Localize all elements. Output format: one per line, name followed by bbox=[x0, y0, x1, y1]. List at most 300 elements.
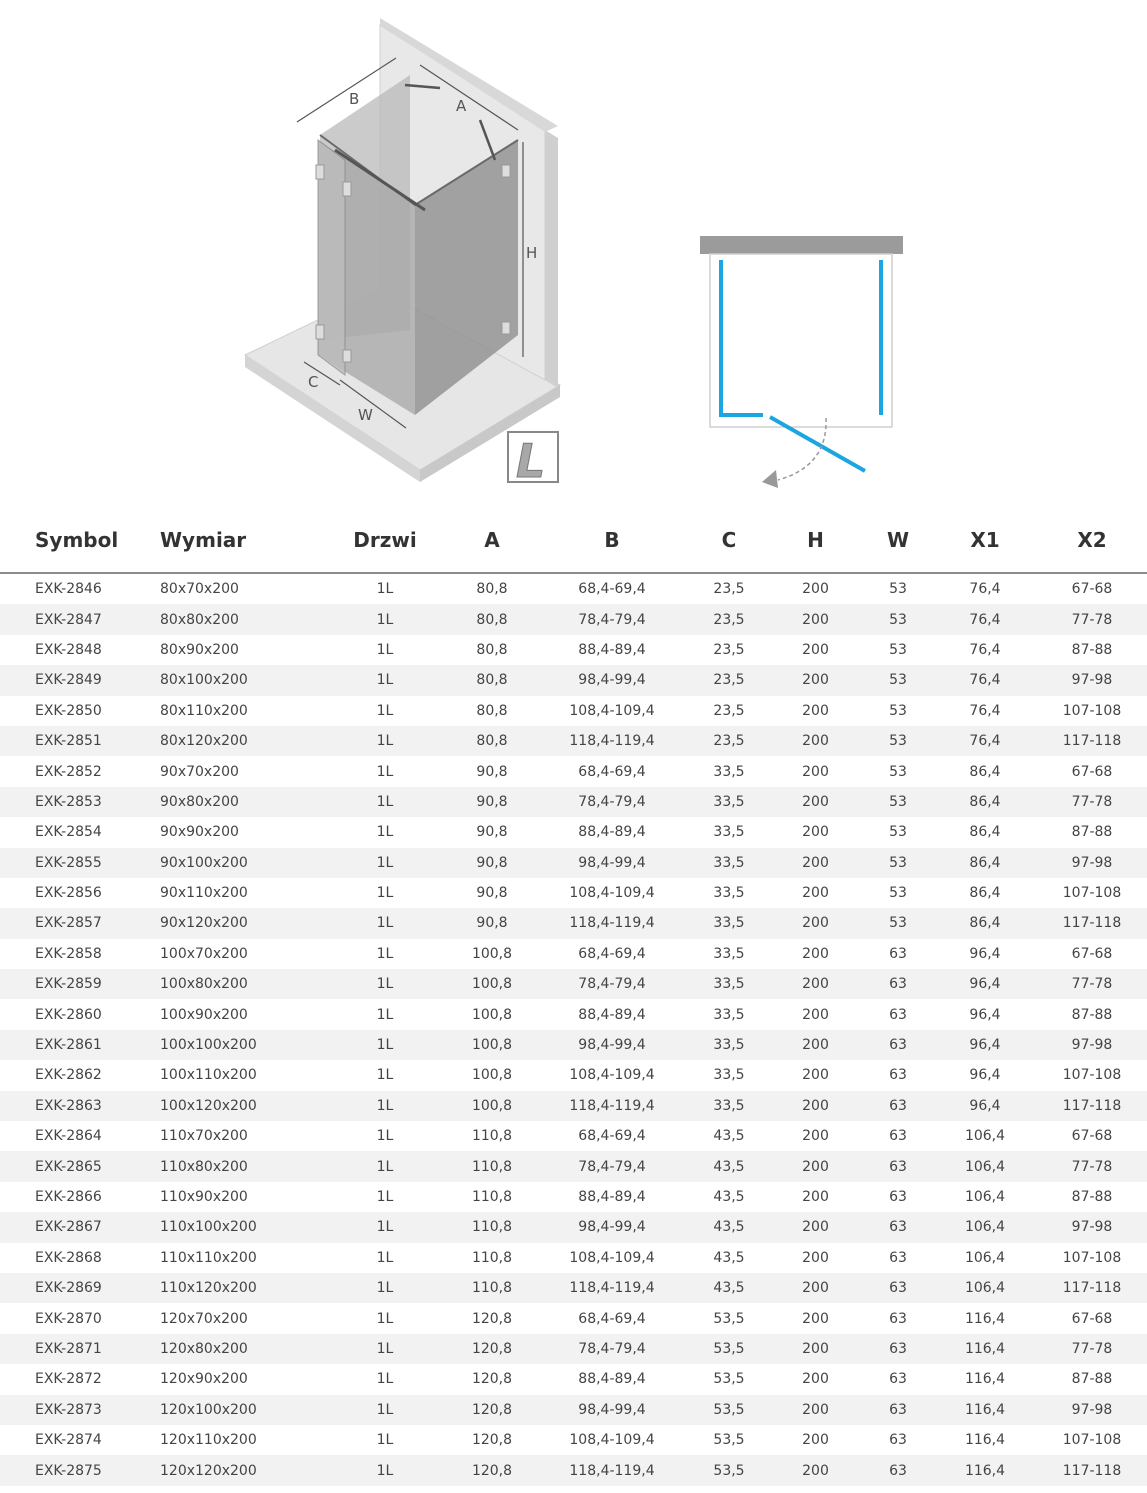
column-header-b: B bbox=[534, 508, 690, 573]
cell-h: 200 bbox=[768, 1273, 863, 1303]
cell-dimension: 120x120x200 bbox=[152, 1455, 320, 1485]
cell-a: 80,8 bbox=[476, 581, 508, 598]
table-row bbox=[0, 939, 1147, 969]
cell-dimension: 80x120x200 bbox=[152, 726, 320, 756]
cell-c: 23,5 bbox=[713, 641, 745, 658]
cell-dimension: 110x80x200 bbox=[152, 1151, 320, 1181]
cell-a: 120,8 bbox=[450, 1334, 534, 1364]
cell-w: 63 bbox=[863, 1151, 933, 1181]
cell-h: 200 bbox=[768, 969, 863, 999]
cell-w: 63 bbox=[889, 1006, 907, 1023]
cell-b: 68,4-69,4 bbox=[578, 1128, 646, 1145]
cell-c: 33,5 bbox=[713, 945, 745, 962]
cell-w: 63 bbox=[863, 969, 933, 999]
cell-h: 200 bbox=[768, 665, 863, 695]
cell-x1: 116,4 bbox=[964, 1310, 1006, 1327]
cell-w: 53 bbox=[863, 604, 933, 634]
cell-door: 1L bbox=[376, 1371, 394, 1388]
cell-a: 80,8 bbox=[476, 702, 508, 719]
dim-label-b: B bbox=[349, 90, 360, 108]
cell-symbol: EXK-2869 bbox=[0, 1273, 152, 1303]
cell-h: 200 bbox=[802, 702, 829, 719]
cell-symbol: EXK-2870 bbox=[35, 1310, 102, 1327]
cell-x2: 77-78 bbox=[1037, 969, 1147, 999]
table-row bbox=[0, 969, 1147, 999]
cell-x1: 116,4 bbox=[964, 1371, 1006, 1388]
cell-symbol: EXK-2849 bbox=[0, 665, 152, 695]
cell-door: 1L bbox=[320, 1334, 450, 1364]
cell-door: 1L bbox=[376, 1006, 394, 1023]
column-header-dimension: Wymiar bbox=[152, 508, 320, 573]
cell-x2: 77-78 bbox=[1037, 1334, 1147, 1364]
cell-symbol: EXK-2848 bbox=[35, 641, 102, 658]
handle bbox=[343, 350, 351, 362]
cell-c: 33,5 bbox=[690, 1030, 768, 1060]
cell-symbol: EXK-2854 bbox=[35, 824, 102, 841]
hinge bbox=[502, 322, 510, 334]
cell-a: 80,8 bbox=[450, 665, 534, 695]
column-header-h: H bbox=[768, 508, 863, 573]
cell-b: 118,4-119,4 bbox=[534, 908, 690, 938]
cell-dimension: 90x80x200 bbox=[152, 787, 320, 817]
cell-h: 200 bbox=[802, 581, 829, 598]
cell-dimension: 110x110x200 bbox=[160, 1249, 257, 1266]
cell-symbol: EXK-2856 bbox=[35, 885, 102, 902]
cell-c: 33,5 bbox=[713, 1006, 745, 1023]
table-row bbox=[0, 1395, 1147, 1425]
cell-w: 63 bbox=[889, 1310, 907, 1327]
cell-symbol: EXK-2872 bbox=[35, 1371, 102, 1388]
cell-h: 200 bbox=[768, 1030, 863, 1060]
cell-symbol: EXK-2853 bbox=[0, 787, 152, 817]
cell-c: 43,5 bbox=[690, 1151, 768, 1181]
product-diagrams bbox=[0, 0, 1147, 500]
cell-b: 98,4-99,4 bbox=[534, 1212, 690, 1242]
cell-dimension: 80x100x200 bbox=[152, 665, 320, 695]
cell-h: 200 bbox=[802, 1310, 829, 1327]
cell-x1: 106,4 bbox=[933, 1151, 1037, 1181]
cell-symbol: EXK-2875 bbox=[0, 1455, 152, 1485]
cell-door: 1L bbox=[376, 581, 394, 598]
cell-a: 90,8 bbox=[450, 908, 534, 938]
shower-top-view-diagram bbox=[700, 236, 903, 488]
cell-c: 23,5 bbox=[690, 665, 768, 695]
dim-label-c: C bbox=[308, 373, 319, 391]
cell-h: 200 bbox=[802, 1432, 829, 1449]
cell-a: 100,8 bbox=[450, 1091, 534, 1121]
cell-door: 1L bbox=[320, 604, 450, 634]
cell-c: 33,5 bbox=[690, 969, 768, 999]
hinge bbox=[502, 165, 510, 177]
cell-x1: 86,4 bbox=[933, 848, 1037, 878]
table-row bbox=[0, 1182, 1147, 1212]
cell-a: 120,8 bbox=[471, 1371, 513, 1388]
table-row bbox=[0, 756, 1147, 786]
cell-h: 200 bbox=[802, 763, 829, 780]
cell-symbol: EXK-2871 bbox=[0, 1334, 152, 1364]
cell-a: 110,8 bbox=[450, 1151, 534, 1181]
cell-b: 108,4-109,4 bbox=[569, 1249, 655, 1266]
cell-x2: 87-88 bbox=[1071, 824, 1113, 841]
cell-w: 53 bbox=[889, 824, 907, 841]
cell-door: 1L bbox=[376, 1432, 394, 1449]
wall-plan bbox=[700, 236, 903, 254]
cell-symbol: EXK-2859 bbox=[0, 969, 152, 999]
cell-door: 1L bbox=[320, 1395, 450, 1425]
cell-dimension: 80x90x200 bbox=[160, 641, 239, 658]
cell-w: 53 bbox=[889, 702, 907, 719]
cell-x1: 106,4 bbox=[964, 1189, 1006, 1205]
cell-x2: 97-98 bbox=[1037, 665, 1147, 695]
cell-dimension: 80x110x200 bbox=[160, 702, 248, 719]
cell-w: 53 bbox=[863, 665, 933, 695]
cell-b: 78,4-79,4 bbox=[534, 1151, 690, 1181]
cell-x2: 67-68 bbox=[1071, 581, 1113, 598]
cell-w: 63 bbox=[863, 1334, 933, 1364]
column-header-x1: X1 bbox=[933, 508, 1037, 573]
cell-c: 43,5 bbox=[690, 1212, 768, 1242]
cell-a: 90,8 bbox=[450, 787, 534, 817]
cell-door: 1L bbox=[376, 1067, 394, 1084]
cell-dimension: 120x80x200 bbox=[152, 1334, 320, 1364]
cell-door: 1L bbox=[320, 1273, 450, 1303]
cell-x2: 87-88 bbox=[1071, 1371, 1113, 1388]
cell-w: 53 bbox=[889, 763, 907, 780]
swing-arrow-icon bbox=[762, 470, 778, 488]
cell-a: 80,8 bbox=[450, 726, 534, 756]
cell-door: 1L bbox=[320, 1212, 450, 1242]
cell-door: 1L bbox=[376, 1128, 394, 1145]
cell-door: 1L bbox=[376, 641, 394, 658]
table-row bbox=[0, 1151, 1147, 1181]
cell-w: 63 bbox=[889, 1432, 907, 1449]
cell-w: 63 bbox=[863, 1395, 933, 1425]
cell-w: 63 bbox=[889, 1249, 907, 1266]
cell-c: 33,5 bbox=[690, 848, 768, 878]
cell-h: 200 bbox=[768, 1151, 863, 1181]
cell-b: 118,4-119,4 bbox=[534, 1273, 690, 1303]
cell-w: 63 bbox=[863, 1273, 933, 1303]
cell-b: 68,4-69,4 bbox=[578, 945, 646, 962]
cell-a: 90,8 bbox=[450, 848, 534, 878]
table-row bbox=[0, 1060, 1147, 1090]
cell-dimension: 90x110x200 bbox=[160, 885, 248, 902]
cell-x1: 86,4 bbox=[933, 787, 1037, 817]
cell-h: 200 bbox=[802, 641, 829, 658]
cell-dimension: 80x70x200 bbox=[160, 581, 239, 598]
cell-w: 53 bbox=[863, 848, 933, 878]
cell-w: 63 bbox=[863, 1455, 933, 1485]
cell-symbol: EXK-2851 bbox=[0, 726, 152, 756]
cell-x2: 67-68 bbox=[1071, 1310, 1113, 1327]
cell-symbol: EXK-2862 bbox=[35, 1067, 102, 1084]
cell-x2: 117-118 bbox=[1037, 1091, 1147, 1121]
glass-left-plan bbox=[721, 260, 763, 415]
cell-w: 53 bbox=[863, 726, 933, 756]
cell-b: 118,4-119,4 bbox=[534, 1455, 690, 1485]
cell-x1: 86,4 bbox=[969, 824, 1001, 841]
cell-x2: 107-108 bbox=[1062, 1067, 1122, 1084]
cell-x2: 97-98 bbox=[1037, 848, 1147, 878]
cell-h: 200 bbox=[768, 787, 863, 817]
cell-c: 43,5 bbox=[713, 1128, 745, 1145]
cell-c: 53,5 bbox=[690, 1395, 768, 1425]
cell-x1: 116,4 bbox=[964, 1432, 1006, 1449]
cell-x1: 106,4 bbox=[964, 1128, 1006, 1145]
cell-h: 200 bbox=[802, 945, 829, 962]
cell-symbol: EXK-2860 bbox=[35, 1006, 102, 1023]
cell-a: 100,8 bbox=[471, 1006, 513, 1023]
table-row bbox=[0, 726, 1147, 756]
cell-a: 90,8 bbox=[476, 824, 508, 841]
cell-door: 1L bbox=[320, 1455, 450, 1485]
cell-h: 200 bbox=[802, 1189, 829, 1205]
cell-dimension: 120x100x200 bbox=[152, 1395, 320, 1425]
cell-x1: 116,4 bbox=[933, 1395, 1037, 1425]
shower-isometric-diagram bbox=[0, 0, 1147, 500]
cell-door: 1L bbox=[320, 1151, 450, 1181]
cell-w: 53 bbox=[889, 581, 907, 598]
cell-x1: 76,4 bbox=[969, 702, 1001, 719]
cell-b: 108,4-109,4 bbox=[569, 1067, 655, 1084]
cell-symbol: EXK-2858 bbox=[35, 945, 102, 962]
cell-a: 110,8 bbox=[471, 1249, 513, 1266]
table-row bbox=[0, 696, 1147, 726]
table-row bbox=[0, 635, 1147, 665]
cell-symbol: EXK-2865 bbox=[0, 1151, 152, 1181]
cell-h: 200 bbox=[768, 908, 863, 938]
cell-x2: 97-98 bbox=[1037, 1212, 1147, 1242]
cell-x1: 106,4 bbox=[933, 1212, 1037, 1242]
cell-door: 1L bbox=[376, 824, 394, 841]
cell-c: 23,5 bbox=[690, 604, 768, 634]
cell-door: 1L bbox=[320, 969, 450, 999]
cell-x1: 76,4 bbox=[933, 604, 1037, 634]
cell-w: 63 bbox=[889, 1128, 907, 1145]
table-row bbox=[0, 1091, 1147, 1121]
cell-x1: 76,4 bbox=[933, 665, 1037, 695]
cell-a: 100,8 bbox=[450, 1030, 534, 1060]
cell-b: 68,4-69,4 bbox=[578, 581, 646, 598]
table-row bbox=[0, 1334, 1147, 1364]
cell-symbol: EXK-2846 bbox=[35, 581, 102, 598]
cell-c: 53,5 bbox=[713, 1310, 745, 1327]
cell-a: 100,8 bbox=[471, 945, 513, 962]
cell-b: 78,4-79,4 bbox=[534, 1334, 690, 1364]
cell-h: 200 bbox=[768, 1455, 863, 1485]
tray-outline bbox=[710, 254, 892, 427]
wall-side bbox=[545, 130, 558, 388]
cell-w: 53 bbox=[863, 908, 933, 938]
cell-c: 43,5 bbox=[713, 1249, 745, 1266]
cell-x1: 106,4 bbox=[964, 1249, 1006, 1266]
cell-x1: 96,4 bbox=[933, 1030, 1037, 1060]
cell-c: 23,5 bbox=[713, 581, 745, 598]
cell-h: 200 bbox=[768, 726, 863, 756]
cell-a: 100,8 bbox=[450, 969, 534, 999]
cell-h: 200 bbox=[768, 1395, 863, 1425]
cell-c: 43,5 bbox=[690, 1273, 768, 1303]
cell-h: 200 bbox=[802, 885, 829, 902]
cell-a: 90,8 bbox=[476, 763, 508, 780]
column-header-c: C bbox=[690, 508, 768, 573]
table-row bbox=[0, 1455, 1147, 1485]
cell-c: 33,5 bbox=[690, 1091, 768, 1121]
cell-b: 78,4-79,4 bbox=[534, 787, 690, 817]
cell-c: 33,5 bbox=[713, 824, 745, 841]
cell-x1: 86,4 bbox=[969, 885, 1001, 902]
cell-dimension: 100x110x200 bbox=[160, 1067, 257, 1084]
cell-symbol: EXK-2852 bbox=[35, 763, 102, 780]
cell-dimension: 120x70x200 bbox=[160, 1310, 248, 1327]
cell-c: 23,5 bbox=[713, 702, 745, 719]
cell-b: 98,4-99,4 bbox=[534, 1030, 690, 1060]
cell-b: 78,4-79,4 bbox=[534, 604, 690, 634]
cell-door: 1L bbox=[376, 885, 394, 902]
cell-h: 200 bbox=[802, 1128, 829, 1145]
cell-dimension: 120x90x200 bbox=[160, 1371, 248, 1388]
cell-b: 88,4-89,4 bbox=[578, 1006, 646, 1023]
cell-symbol: EXK-2874 bbox=[35, 1432, 102, 1449]
cell-c: 53,5 bbox=[713, 1371, 745, 1388]
cell-symbol: EXK-2850 bbox=[35, 702, 102, 719]
cell-x2: 97-98 bbox=[1037, 1030, 1147, 1060]
cell-h: 200 bbox=[768, 604, 863, 634]
cell-b: 118,4-119,4 bbox=[534, 1091, 690, 1121]
cell-x1: 76,4 bbox=[933, 726, 1037, 756]
cell-x2: 77-78 bbox=[1037, 787, 1147, 817]
cell-symbol: EXK-2857 bbox=[0, 908, 152, 938]
cell-door: 1L bbox=[376, 1249, 394, 1266]
cell-w: 53 bbox=[863, 787, 933, 817]
table-row bbox=[0, 1212, 1147, 1242]
table-row bbox=[0, 848, 1147, 878]
table-row bbox=[0, 573, 1147, 604]
cell-symbol: EXK-2867 bbox=[0, 1212, 152, 1242]
cell-c: 33,5 bbox=[690, 787, 768, 817]
cell-door: 1L bbox=[320, 908, 450, 938]
cell-c: 53,5 bbox=[690, 1455, 768, 1485]
cell-dimension: 100x120x200 bbox=[152, 1091, 320, 1121]
cell-x2: 77-78 bbox=[1037, 604, 1147, 634]
table-row bbox=[0, 1425, 1147, 1455]
table-row bbox=[0, 604, 1147, 634]
cell-dimension: 90x70x200 bbox=[160, 763, 239, 780]
cell-x2: 117-118 bbox=[1037, 1455, 1147, 1485]
cell-x2: 117-118 bbox=[1037, 1273, 1147, 1303]
hinge bbox=[316, 325, 324, 339]
cell-dimension: 110x90x200 bbox=[160, 1189, 248, 1205]
cell-x1: 96,4 bbox=[969, 1067, 1001, 1084]
cell-dimension: 100x100x200 bbox=[152, 1030, 320, 1060]
cell-dimension: 90x100x200 bbox=[152, 848, 320, 878]
cell-b: 68,4-69,4 bbox=[578, 1310, 646, 1327]
cell-h: 200 bbox=[768, 1212, 863, 1242]
cell-a: 120,8 bbox=[471, 1432, 513, 1449]
cell-b: 108,4-109,4 bbox=[569, 702, 655, 719]
cell-x2: 117-118 bbox=[1037, 908, 1147, 938]
table-row bbox=[0, 1364, 1147, 1394]
cell-a: 110,8 bbox=[450, 1212, 534, 1242]
cell-x2: 87-88 bbox=[1071, 1189, 1113, 1205]
cell-dimension: 110x70x200 bbox=[160, 1128, 248, 1145]
cell-dimension: 100x80x200 bbox=[152, 969, 320, 999]
cell-b: 108,4-109,4 bbox=[569, 1432, 655, 1449]
cell-h: 200 bbox=[802, 824, 829, 841]
cell-dimension: 90x90x200 bbox=[160, 824, 239, 841]
dim-label-w: W bbox=[358, 406, 373, 424]
hinge bbox=[316, 165, 324, 179]
table-row bbox=[0, 1121, 1147, 1151]
cell-c: 33,5 bbox=[690, 908, 768, 938]
table-row bbox=[0, 999, 1147, 1029]
cell-b: 108,4-109,4 bbox=[569, 885, 655, 902]
cell-b: 68,4-69,4 bbox=[578, 763, 646, 780]
cell-dimension: 120x110x200 bbox=[160, 1432, 257, 1449]
cell-b: 88,4-89,4 bbox=[578, 641, 646, 658]
hinge-side-icon: L bbox=[516, 434, 546, 488]
cell-b: 98,4-99,4 bbox=[534, 1395, 690, 1425]
dimension-table bbox=[0, 508, 1147, 1486]
cell-x2: 87-88 bbox=[1071, 1006, 1113, 1023]
cell-w: 63 bbox=[863, 1030, 933, 1060]
cell-x2: 77-78 bbox=[1037, 1151, 1147, 1181]
cell-h: 200 bbox=[802, 1249, 829, 1266]
cell-a: 110,8 bbox=[471, 1128, 513, 1145]
cell-x1: 116,4 bbox=[933, 1334, 1037, 1364]
cell-dimension: 100x90x200 bbox=[160, 1006, 248, 1023]
dim-label-a: A bbox=[456, 97, 467, 115]
cell-w: 63 bbox=[863, 1091, 933, 1121]
cell-b: 88,4-89,4 bbox=[578, 824, 646, 841]
cell-h: 200 bbox=[768, 1334, 863, 1364]
table-row bbox=[0, 1303, 1147, 1333]
cell-b: 88,4-89,4 bbox=[578, 1371, 646, 1388]
cell-symbol: EXK-2855 bbox=[0, 848, 152, 878]
cell-x2: 87-88 bbox=[1071, 641, 1113, 658]
cell-b: 78,4-79,4 bbox=[534, 969, 690, 999]
cell-x1: 86,4 bbox=[933, 908, 1037, 938]
cell-dimension: 80x80x200 bbox=[152, 604, 320, 634]
column-header-door: Drzwi bbox=[320, 508, 450, 573]
cell-a: 120,8 bbox=[450, 1455, 534, 1485]
cell-a: 110,8 bbox=[471, 1189, 513, 1205]
cell-a: 80,8 bbox=[476, 641, 508, 658]
cell-x2: 107-108 bbox=[1062, 702, 1122, 719]
table-row bbox=[0, 1030, 1147, 1060]
cell-symbol: EXK-2873 bbox=[0, 1395, 152, 1425]
cell-door: 1L bbox=[320, 726, 450, 756]
cell-x1: 96,4 bbox=[933, 1091, 1037, 1121]
cell-b: 98,4-99,4 bbox=[534, 665, 690, 695]
cell-c: 43,5 bbox=[713, 1189, 745, 1205]
column-header-w: W bbox=[863, 508, 933, 573]
cell-a: 80,8 bbox=[450, 604, 534, 634]
cell-door: 1L bbox=[376, 702, 394, 719]
cell-door: 1L bbox=[376, 763, 394, 780]
cell-w: 53 bbox=[889, 885, 907, 902]
cell-x1: 96,4 bbox=[969, 945, 1001, 962]
cell-symbol: EXK-2847 bbox=[0, 604, 152, 634]
cell-a: 110,8 bbox=[450, 1273, 534, 1303]
cell-door: 1L bbox=[376, 1189, 394, 1205]
cell-x1: 106,4 bbox=[933, 1273, 1037, 1303]
handle bbox=[343, 182, 351, 196]
cell-door: 1L bbox=[320, 1030, 450, 1060]
cell-x2: 107-108 bbox=[1062, 1432, 1122, 1449]
cell-door: 1L bbox=[376, 1310, 394, 1327]
cell-c: 33,5 bbox=[713, 763, 745, 780]
